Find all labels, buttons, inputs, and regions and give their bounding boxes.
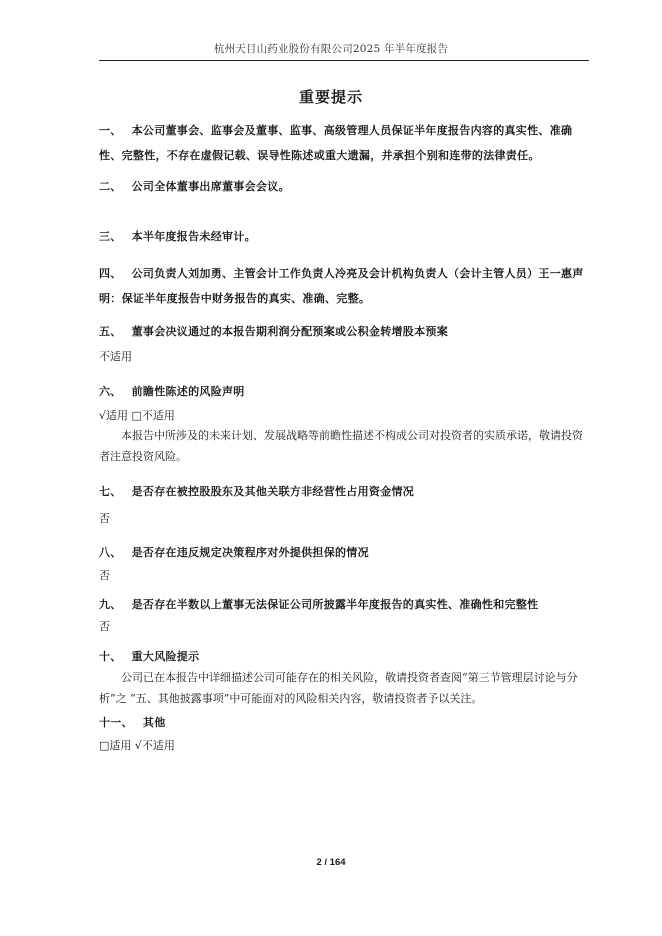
item-4-text: 公司负责人刘加勇、主管会计工作负责人冷亮及会计机构负责人（会计主管人员）王一惠声明：保证半年度报告中财务报告的真实、准确、完整。 [99, 267, 584, 305]
item-6-text: 前瞻性陈述的风险声明 [131, 385, 245, 398]
item-8-answer: 否 [99, 569, 110, 582]
item-8-text: 是否存在违反规定决策程序对外提供担保的情况 [131, 546, 369, 559]
page-title: 重要提示 [298, 88, 363, 106]
item-11-answer: □适用 √不适用 [99, 739, 175, 752]
item-10 [99, 645, 591, 669]
report-header: 杭州天目山药业股份有限公司2025 年半年度报告 [213, 43, 449, 55]
item-2-number: 二、 [99, 180, 122, 193]
item-3 [99, 225, 591, 249]
item-5-number: 五、 [99, 325, 122, 338]
item-1-text: 本公司董事会、监事会及董事、监事、高级管理人员保证半年度报告内容的真实性、准确性、完整性，不存在虚假记载、误导性陈述或重大遗漏，并承担个别和连带的法律责任。 [99, 124, 573, 162]
item-7-text: 是否存在被控股股东及其他关联方非经营性占用资金情况 [131, 485, 415, 498]
item-11-number: 十一、 [99, 716, 133, 729]
item-1 [99, 118, 591, 168]
item-3-text: 本半年度报告未经审计。 [131, 230, 256, 243]
item-3-number: 三、 [99, 230, 122, 243]
item-11 [99, 711, 591, 735]
header-rule [99, 60, 589, 61]
item-8-number: 八、 [99, 546, 122, 559]
item-6 [99, 380, 591, 404]
item-2 [99, 175, 591, 199]
item-7-answer: 否 [99, 512, 110, 525]
item-9-answer: 否 [99, 620, 110, 633]
item-10-body: 公司已在本报告中详细描述公司可能存在的相关风险，敬请投资者查阅“第三节管理层讨论与分析”之 “五、其他披露事项”中可能面对的风险相关内容，敬请投资者予以关注。 [99, 671, 578, 705]
item-9-text: 是否存在半数以上董事无法保证公司所披露半年度报告的真实性、准确性和完整性 [131, 598, 539, 611]
item-5-answer: 不适用 [99, 350, 132, 363]
item-4-number: 四、 [99, 267, 122, 280]
item-6-answer: √适用 □不适用 [99, 409, 175, 422]
item-8 [99, 541, 591, 565]
item-5 [99, 320, 591, 344]
item-10-number: 十、 [99, 650, 122, 663]
item-9-number: 九、 [99, 598, 122, 611]
item-10-text: 重大风险提示 [131, 650, 200, 663]
item-6-number: 六、 [99, 385, 122, 398]
page-number: 2 / 164 [316, 857, 346, 868]
item-7 [99, 480, 591, 504]
item-2-text: 公司全体董事出席董事会会议。 [131, 180, 290, 193]
item-4 [99, 261, 591, 311]
item-7-number: 七、 [99, 485, 122, 498]
item-9 [99, 593, 591, 617]
item-1-number: 一、 [99, 124, 122, 137]
item-5-text: 董事会决议通过的本报告期利润分配预案或公积金转增股本预案 [131, 325, 449, 338]
item-11-text: 其他 [142, 716, 166, 729]
item-6-body: 本报告中所涉及的未来计划、发展战略等前瞻性描述不构成公司对投资者的实质承诺，敬请投资者注意投资风险。 [99, 429, 583, 463]
